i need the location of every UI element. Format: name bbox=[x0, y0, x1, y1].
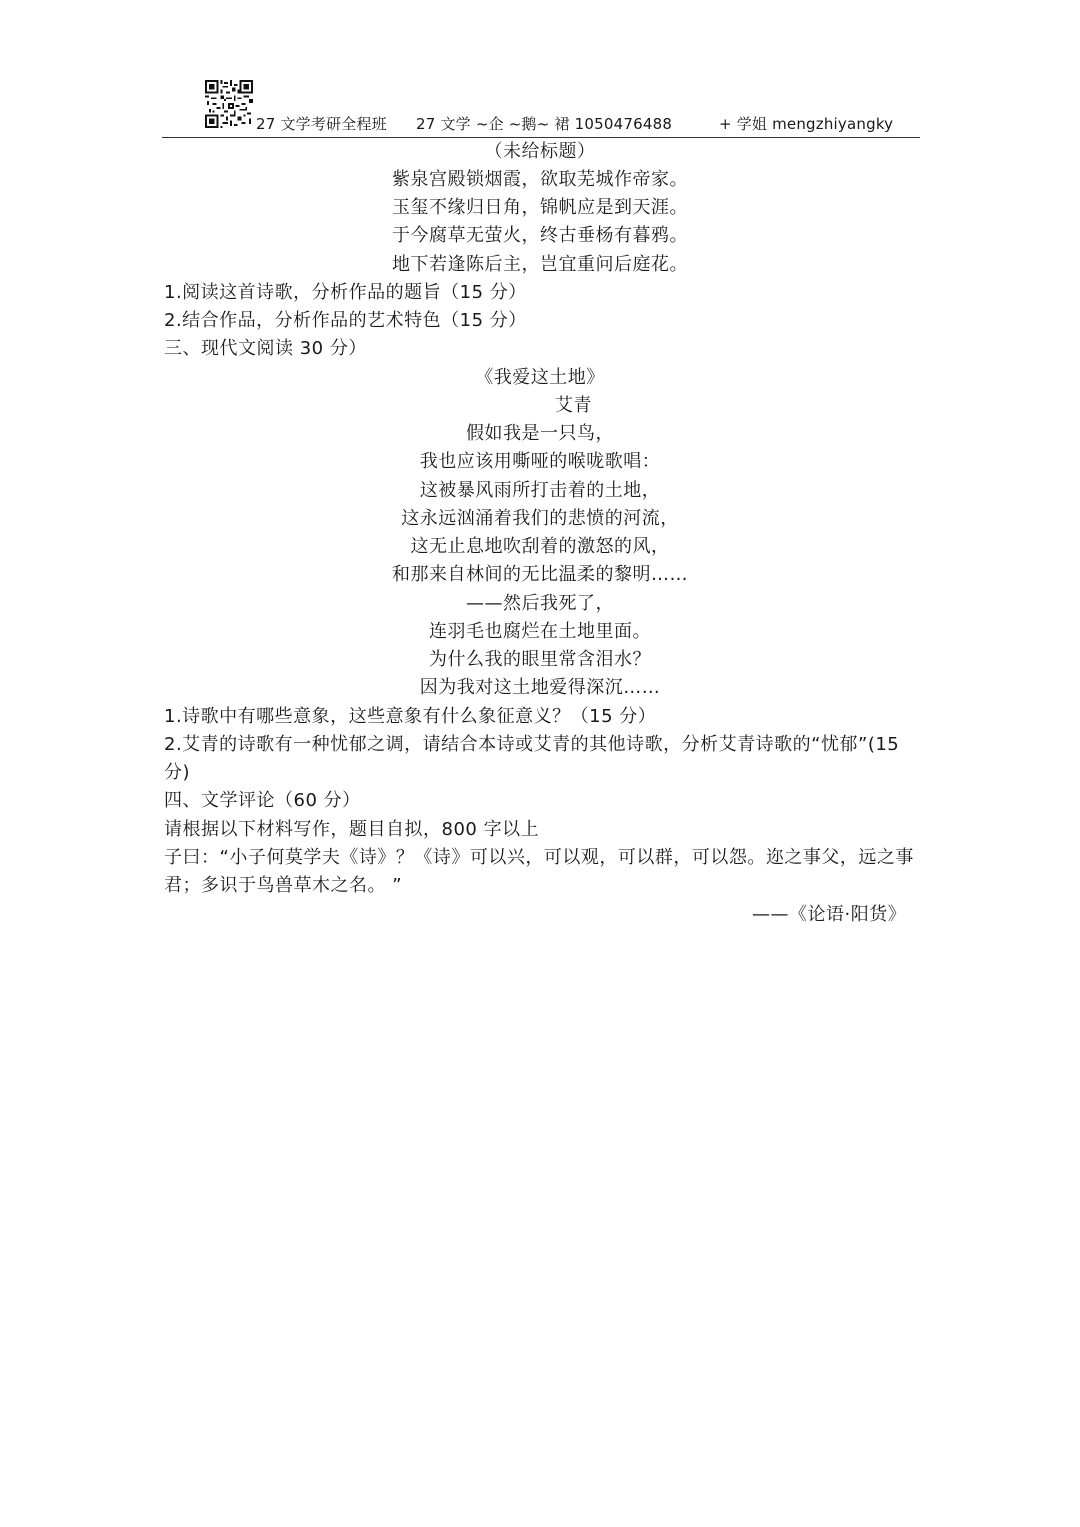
section3-question-continuation: 分) bbox=[164, 762, 191, 783]
poem2-line: 因为我对这土地爱得深沉…… bbox=[419, 677, 661, 698]
poem2-line: 连羽毛也腐烂在土地里面。 bbox=[429, 621, 651, 642]
poem2-line: 为什么我的眼里常含泪水？ bbox=[429, 649, 651, 670]
poem2-author: 艾青 bbox=[555, 395, 592, 416]
header-course-name: 27 文学考研全程班 bbox=[256, 115, 387, 133]
poem1-question: 2.结合作品，分析作品的艺术特色（15 分） bbox=[164, 310, 527, 331]
poem1-line: 玉玺不缘归日角，锦帆应是到天涯。 bbox=[392, 197, 688, 218]
poem2-line: 这被暴风雨所打击着的土地， bbox=[419, 480, 661, 501]
poem2-line: ——然后我死了， bbox=[466, 593, 614, 614]
poem2-line: 我也应该用嘶哑的喉咙歌唱： bbox=[419, 451, 661, 472]
qr-code bbox=[205, 80, 253, 128]
poem2-line: 假如我是一只鸟， bbox=[466, 423, 614, 444]
section4-quote-source: ——《论语·阳货》 bbox=[752, 904, 907, 925]
section3-heading: 三、现代文阅读 30 分） bbox=[164, 338, 367, 359]
poem1-line: 紫泉宫殿锁烟霞，欲取芜城作帝家。 bbox=[392, 169, 688, 190]
section4-instruction: 请根据以下材料写作，题目自拟，800 字以上 bbox=[164, 819, 540, 840]
poem2-line: 这无止息地吹刮着的激怒的风， bbox=[410, 536, 670, 557]
section3-question: 1.诗歌中有哪些意象，这些意象有什么象征意义？（15 分） bbox=[164, 706, 657, 727]
poem1-title: （未给标题） bbox=[484, 141, 596, 162]
poem2-line: 和那来自林间的无比温柔的黎明…… bbox=[392, 564, 688, 585]
section4-quote-line: 君；多识于鸟兽草木之名。 ” bbox=[164, 875, 403, 896]
header-contact: + 学姐 mengzhiyangky bbox=[719, 115, 894, 133]
section3-question: 2.艾青的诗歌有一种忧郁之调，请结合本诗或艾青的其他诗歌，分析艾青诗歌的“忧郁”(15 bbox=[164, 734, 900, 755]
poem1-line: 于今腐草无萤火，终古垂杨有暮鸦。 bbox=[392, 225, 688, 246]
header-group-number: 27 文学 ~企 ~鹅~ 裙 1050476488 bbox=[416, 115, 673, 133]
poem2-line: 这永远汹涌着我们的悲愤的河流， bbox=[401, 508, 679, 529]
poem2-title: 《我爱这土地》 bbox=[475, 367, 605, 388]
poem1-question: 1.阅读这首诗歌，分析作品的题旨（15 分） bbox=[164, 282, 527, 303]
poem1-line: 地下若逢陈后主，岂宜重问后庭花。 bbox=[392, 254, 688, 275]
section4-quote-line: 子曰：“小子何莫学夫《诗》？《诗》可以兴，可以观，可以群，可以怨。迩之事父，远之事 bbox=[164, 847, 914, 868]
header-rule bbox=[162, 137, 920, 138]
section4-heading: 四、文学评论（60 分） bbox=[164, 790, 361, 811]
